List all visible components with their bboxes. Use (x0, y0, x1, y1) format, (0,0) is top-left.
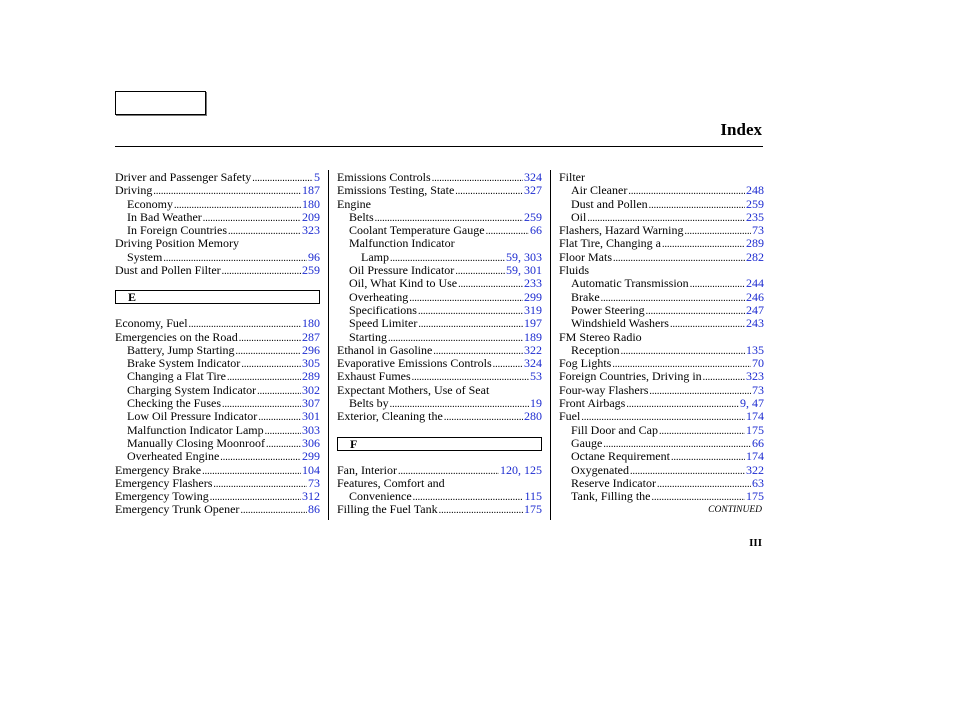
entry-term: Fluids (559, 263, 590, 278)
entry-term: Engine (337, 196, 371, 211)
entry-term: Oxygenated (571, 462, 629, 477)
index-entry (559, 277, 764, 290)
dot-leader (236, 344, 301, 358)
entry-term: Specifications (349, 302, 417, 317)
page-reference-link[interactable]: 5 (314, 170, 320, 184)
entry-term: Filling the Fuel Tank (337, 502, 438, 517)
page-reference-link[interactable]: 323 (302, 223, 320, 238)
page-reference-link[interactable]: 180 (302, 196, 320, 211)
dot-leader (657, 477, 751, 491)
entry-term: Emissions Testing, State (337, 183, 455, 198)
index-entry (115, 331, 320, 344)
dot-leader (418, 317, 523, 331)
index-entry (559, 198, 764, 211)
index-entry (115, 171, 320, 184)
index-entry (115, 410, 320, 423)
page-reference-link[interactable]: 19 (530, 396, 542, 411)
dot-leader (652, 490, 746, 504)
entry-term: Filter (559, 170, 585, 184)
page-reference-link[interactable]: 244 (746, 276, 764, 291)
index-entry (115, 464, 320, 477)
entry-term: Fan, Interior (337, 462, 397, 477)
index-entry (337, 237, 542, 250)
spacer (337, 424, 542, 437)
index-entry (337, 264, 542, 277)
dot-leader (649, 198, 745, 212)
index-entry (115, 184, 320, 197)
entry-term: Overheating (349, 289, 409, 304)
dot-leader (153, 184, 301, 198)
entry-term: Emissions Controls (337, 170, 431, 184)
index-entry (559, 291, 764, 304)
page-reference-link[interactable]: 135 (746, 342, 764, 357)
page-reference-link[interactable]: 280 (524, 409, 542, 424)
dot-leader (671, 450, 745, 464)
title-rule (115, 146, 763, 147)
column-divider-1 (328, 170, 329, 520)
index-entry (337, 171, 542, 184)
index-entry (337, 477, 542, 490)
dot-leader (493, 357, 523, 371)
entry-term: Oil, What Kind to Use (349, 276, 458, 291)
section-letter: E (115, 290, 320, 304)
index-entry (559, 317, 764, 330)
index-entry (115, 211, 320, 224)
page-reference-link[interactable]: 197 (524, 316, 542, 331)
index-entry (115, 317, 320, 330)
dot-leader (455, 264, 505, 278)
entry-term: Charging System Indicator (127, 382, 257, 397)
index-entry (115, 370, 320, 383)
entry-term: Coolant Temperature Gauge (349, 223, 485, 238)
index-entry (115, 503, 320, 516)
page-reference-link[interactable]: 247 (746, 302, 764, 317)
index-entry (115, 198, 320, 211)
index-column-2 (337, 171, 542, 517)
entry-term: Evaporative Emissions Controls (337, 356, 492, 371)
dot-leader (626, 397, 739, 411)
page-reference-link[interactable]: 305 (302, 356, 320, 371)
page-reference-link[interactable]: 303 (302, 422, 320, 437)
entry-term: Malfunction Indicator Lamp (127, 422, 264, 437)
dot-leader (409, 291, 523, 305)
index-entry (337, 344, 542, 357)
page-reference-link[interactable]: 289 (302, 369, 320, 384)
entry-term: Windshield Washers (571, 316, 669, 331)
entry-term: Battery, Jump Starting (127, 342, 235, 357)
entry-term: Octane Requirement (571, 449, 670, 464)
index-entry (559, 224, 764, 237)
page-reference-link[interactable]: 63 (752, 475, 764, 490)
page-reference-link[interactable]: 189 (524, 329, 542, 344)
page-reference-link[interactable]: 289 (746, 236, 764, 251)
entry-term: Malfunction Indicator (349, 236, 455, 251)
page-reference-link[interactable]: 235 (746, 209, 764, 224)
entry-term: Exhaust Fumes (337, 369, 411, 384)
index-entry (559, 357, 764, 370)
page-reference-link[interactable]: 73 (308, 475, 320, 490)
index-entry (559, 490, 764, 503)
page-reference-link[interactable]: 120, 125 (500, 462, 542, 477)
index-entry (559, 211, 764, 224)
index-entry (337, 251, 542, 264)
dot-leader (439, 503, 523, 517)
dot-leader (265, 424, 301, 438)
page-reference-link[interactable]: 115 (524, 489, 542, 504)
entry-term: Tank, Filling the (571, 489, 651, 504)
entry-term: Emergency Trunk Opener (115, 502, 240, 517)
entry-term: Speed Limiter (349, 316, 418, 331)
entry-term: Features, Comfort and (337, 475, 445, 490)
entry-term: Driving (115, 183, 153, 198)
index-entry (559, 171, 764, 184)
entry-term: Power Steering (571, 302, 645, 317)
index-entry (115, 264, 320, 277)
index-entry (559, 370, 764, 383)
entry-term: Oil Pressure Indicator (349, 263, 455, 278)
entry-term: Floor Mats (559, 249, 613, 264)
continued-note: CONTINUED (708, 505, 762, 515)
dot-leader (486, 224, 529, 238)
index-entry (559, 477, 764, 490)
dot-leader (222, 264, 301, 278)
index-entry (559, 251, 764, 264)
entry-term: Starting (349, 329, 387, 344)
entry-term: Emergency Brake (115, 462, 202, 477)
page-reference-link[interactable]: 233 (524, 276, 542, 291)
entry-term: Brake System Indicator (127, 356, 241, 371)
index-entry (337, 304, 542, 317)
page-reference-link[interactable]: 9, 47 (740, 396, 764, 411)
entry-term: Dust and Pollen (571, 196, 648, 211)
entry-term: Checking the Fuses (127, 396, 221, 411)
page-reference-link[interactable]: 96 (308, 249, 320, 264)
entry-term: Changing a Flat Tire (127, 369, 227, 384)
index-entry (115, 251, 320, 264)
page-reference-link[interactable]: 73 (752, 223, 764, 238)
entry-term: Belts by (349, 396, 389, 411)
page-reference-link[interactable]: 324 (524, 170, 542, 184)
index-entry (115, 237, 320, 250)
page-reference-link[interactable]: 59, 303 (506, 249, 542, 264)
page-reference-link[interactable]: 299 (524, 289, 542, 304)
entry-term: Four-way Flashers (559, 382, 649, 397)
page-reference-link[interactable]: 312 (302, 489, 320, 504)
page-reference-link[interactable]: 322 (524, 342, 542, 357)
entry-term: In Bad Weather (127, 209, 202, 224)
index-entry (337, 384, 542, 397)
index-entry (337, 184, 542, 197)
dot-leader (659, 424, 745, 438)
dot-leader (458, 277, 523, 291)
entry-term: Emergency Flashers (115, 475, 213, 490)
page-reference-link[interactable]: 302 (302, 382, 320, 397)
page-reference-link[interactable]: 104 (302, 462, 320, 477)
page-reference-link[interactable]: 209 (302, 209, 320, 224)
entry-term: Foreign Countries, Driving in (559, 369, 702, 384)
index-entry (559, 304, 764, 317)
page-reference-link[interactable]: 248 (746, 183, 764, 198)
index-entry (337, 503, 542, 516)
entry-term: Front Airbags (559, 396, 626, 411)
page-reference-link[interactable]: 246 (746, 289, 764, 304)
dot-leader (202, 464, 301, 478)
spacer (115, 277, 320, 290)
entry-term: Gauge (571, 435, 603, 450)
page-reference-link[interactable]: 187 (302, 183, 320, 198)
index-entry (337, 277, 542, 290)
page-reference-link[interactable]: 259 (746, 196, 764, 211)
index-entry (115, 384, 320, 397)
entry-term: Air Cleaner (571, 183, 628, 198)
page-reference-link[interactable]: 299 (302, 449, 320, 464)
index-entry (337, 211, 542, 224)
page-reference-link[interactable]: 296 (302, 342, 320, 357)
index-entry (337, 331, 542, 344)
entry-term: Overheated Engine (127, 449, 220, 464)
entry-term: Brake (571, 289, 600, 304)
index-entry (559, 450, 764, 463)
dot-leader (213, 477, 307, 491)
page-reference-link[interactable]: 307 (302, 396, 320, 411)
section-header (337, 437, 542, 450)
index-entry (559, 397, 764, 410)
entry-term: FM Stereo Radio (559, 329, 642, 344)
index-entry (559, 264, 764, 277)
page-reference-link[interactable]: 66 (530, 223, 542, 238)
index-entry (115, 397, 320, 410)
index-column-3 (559, 171, 764, 503)
entry-term: Automatic Transmission (571, 276, 689, 291)
page-reference-link[interactable]: 259 (302, 263, 320, 278)
entry-term: Flashers, Hazard Warning (559, 223, 684, 238)
entry-term: Exterior, Cleaning the (337, 409, 443, 424)
entry-term: Fill Door and Cap (571, 422, 658, 437)
section-header (115, 291, 320, 304)
entry-term: Expectant Mothers, Use of Seat (337, 382, 490, 397)
index-entry (115, 437, 320, 450)
dot-leader (621, 344, 745, 358)
entry-term: Manually Closing Moonroof (127, 435, 265, 450)
entry-term: Reserve Indicator (571, 475, 656, 490)
entry-term: Lamp (361, 249, 389, 264)
entry-term: Emergency Towing (115, 489, 209, 504)
spacer (337, 450, 542, 463)
page-reference-link[interactable]: 174 (746, 409, 764, 424)
entry-term: Reception (571, 342, 620, 357)
page-reference-link[interactable]: 175 (746, 422, 764, 437)
page-reference-link[interactable]: 322 (746, 462, 764, 477)
spacer (115, 304, 320, 317)
entry-term: Economy, Fuel (115, 316, 188, 331)
index-entry (115, 490, 320, 503)
index-entry (559, 184, 764, 197)
dot-leader (257, 384, 301, 398)
page-reference-link[interactable]: 282 (746, 249, 764, 264)
index-entry (115, 224, 320, 237)
entry-term: Oil (571, 209, 587, 224)
entry-term: Low Oil Pressure Indicator (127, 409, 258, 424)
page-reference-link[interactable]: 175 (746, 489, 764, 504)
entry-term: In Foreign Countries (127, 223, 227, 238)
dot-leader (266, 437, 301, 451)
column-divider-2 (550, 170, 551, 520)
index-entry (115, 344, 320, 357)
dot-leader (241, 357, 301, 371)
page-number: III (749, 537, 762, 549)
page-reference-link[interactable]: 327 (524, 183, 542, 198)
dot-leader (690, 277, 745, 291)
dot-leader (239, 331, 301, 345)
page-reference-link[interactable]: 175 (524, 502, 542, 517)
page-reference-link[interactable]: 324 (524, 356, 542, 371)
index-entry (115, 357, 320, 370)
tab-marker-box (115, 91, 206, 115)
index-entry (559, 237, 764, 250)
index-entry (337, 410, 542, 423)
page-reference-link[interactable]: 180 (302, 316, 320, 331)
dot-leader (670, 317, 745, 331)
page-reference-link[interactable]: 323 (746, 369, 764, 384)
entry-term: Belts (349, 209, 374, 224)
page-reference-link[interactable]: 66 (752, 435, 764, 450)
page-reference-link[interactable]: 53 (530, 369, 542, 384)
entry-term: Convenience (349, 489, 412, 504)
entry-term: Flat Tire, Changing a (559, 236, 662, 251)
index-entry (337, 397, 542, 410)
page-reference-link[interactable]: 259 (524, 209, 542, 224)
section-letter: F (337, 437, 542, 451)
entry-term: Ethanol in Gasoline (337, 342, 433, 357)
page-reference-link[interactable]: 73 (752, 382, 764, 397)
dot-leader (662, 237, 745, 251)
index-entry (337, 357, 542, 370)
dot-leader (240, 503, 307, 517)
page-reference-link[interactable]: 319 (524, 302, 542, 317)
entry-term: Economy (127, 196, 173, 211)
index-entry (559, 331, 764, 344)
index-entry (337, 317, 542, 330)
index-entry (559, 344, 764, 357)
dot-leader (444, 410, 523, 424)
page-reference-link[interactable]: 59, 301 (506, 263, 542, 278)
entry-term: Fuel (559, 409, 581, 424)
index-entry (559, 464, 764, 477)
page-reference-link[interactable]: 70 (752, 356, 764, 371)
dot-leader (684, 224, 751, 238)
entry-term: Emergencies on the Road (115, 329, 238, 344)
dot-leader (613, 251, 745, 265)
index-entry (559, 410, 764, 423)
page-reference-link[interactable]: 301 (302, 409, 320, 424)
dot-leader (418, 304, 523, 318)
entry-term: Fog Lights (559, 356, 612, 371)
index-entry (559, 437, 764, 450)
dot-leader (220, 450, 301, 464)
dot-leader (258, 410, 301, 424)
page-reference-link[interactable]: 174 (746, 449, 764, 464)
index-entry (115, 424, 320, 437)
dot-leader (649, 384, 751, 398)
index-entry (337, 464, 542, 477)
entry-term: Dust and Pollen Filter (115, 263, 221, 278)
index-entry (337, 224, 542, 237)
index-column-1 (115, 171, 320, 517)
index-entry (115, 450, 320, 463)
index-entry (337, 490, 542, 503)
dot-leader (455, 184, 523, 198)
index-entry (559, 424, 764, 437)
index-entry (559, 384, 764, 397)
entry-term: Driving Position Memory (115, 236, 240, 251)
page-reference-link[interactable]: 306 (302, 435, 320, 450)
index-entry (115, 477, 320, 490)
page-reference-link[interactable]: 287 (302, 329, 320, 344)
page-title: Index (720, 120, 762, 139)
entry-term: Driver and Passenger Safety (115, 170, 252, 184)
page-reference-link[interactable]: 243 (746, 316, 764, 331)
page-reference-link[interactable]: 86 (308, 502, 320, 517)
dot-leader (703, 370, 745, 384)
index-entry (337, 291, 542, 304)
entry-term: System (127, 249, 163, 264)
index-entry (337, 198, 542, 211)
index-entry (337, 370, 542, 383)
